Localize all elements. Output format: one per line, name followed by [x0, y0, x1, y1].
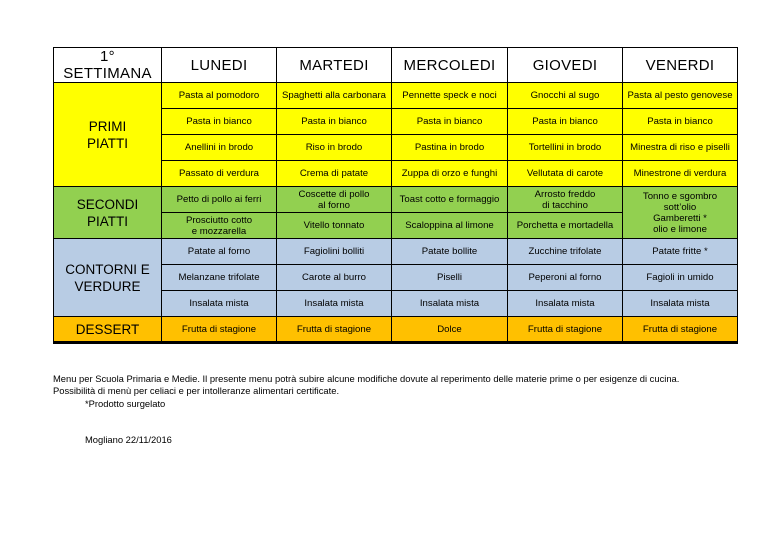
menu-cell: Zuppa di orzo e funghi: [392, 161, 508, 187]
menu-cell: Insalata mista: [277, 291, 392, 317]
menu-cell: Pasta al pomodoro: [162, 83, 277, 109]
note-frozen: *Prodotto surgelato: [85, 397, 166, 409]
menu-cell: Minestrone di verdura: [623, 161, 738, 187]
menu-cell: Fagiolini bolliti: [277, 239, 392, 265]
menu-cell: Insalata mista: [162, 291, 277, 317]
menu-cell: Insalata mista: [508, 291, 623, 317]
menu-cell: Frutta di stagione: [162, 317, 277, 343]
day-wednesday: MERCOLEDI: [392, 48, 508, 83]
header-row: [54, 48, 738, 83]
menu-cell: Peperoni al forno: [508, 265, 623, 291]
menu-cell: Frutta di stagione: [508, 317, 623, 343]
category-contorni: CONTORNI E VERDURE: [54, 239, 162, 317]
menu-cell: Pasta al pesto genovese: [623, 83, 738, 109]
menu-cell: Vellutata di carote: [508, 161, 623, 187]
menu-cell: Passato di verdura: [162, 161, 277, 187]
menu-cell: Spaghetti alla carbonara: [277, 83, 392, 109]
category-dessert: DESSERT: [54, 317, 162, 343]
contorni-row: [54, 239, 738, 265]
menu-cell: Pasta in bianco: [162, 109, 277, 135]
menu-cell: Pennette speck e noci: [392, 83, 508, 109]
week-label: 1° SETTIMANA: [54, 48, 162, 83]
menu-cell: Petto di pollo ai ferri: [162, 187, 277, 213]
menu-cell: Pasta in bianco: [508, 109, 623, 135]
menu-cell: Pasta in bianco: [277, 109, 392, 135]
category-primi: PRIMI PIATTI: [54, 83, 162, 187]
menu-cell: Gnocchi al sugo: [508, 83, 623, 109]
menu-cell: Zucchine trifolate: [508, 239, 623, 265]
menu-cell: Pastina in brodo: [392, 135, 508, 161]
day-tuesday: MARTEDI: [277, 48, 392, 83]
menu-cell: Arrosto freddo di tacchino: [508, 187, 623, 213]
menu-cell: Patate al forno: [162, 239, 277, 265]
menu-cell: Fagioli in umido: [623, 265, 738, 291]
menu-cell: Carote al burro: [277, 265, 392, 291]
day-thursday: GIOVEDI: [508, 48, 623, 83]
menu-cell: Crema di patate: [277, 161, 392, 187]
primi-row: [54, 83, 738, 109]
menu-cell: Anellini in brodo: [162, 135, 277, 161]
dessert-row: [54, 317, 738, 343]
note-school: Menu per Scuola Primaria e Medie. Il presente menu potrà subire alcune modifiche dovute al reperimento delle materie prime o per esigenze di cucina.: [53, 373, 680, 384]
menu-cell: Frutta di stagione: [277, 317, 392, 343]
menu-cell: Porchetta e mortadella: [508, 213, 623, 239]
day-friday: VENERDI: [623, 48, 738, 83]
day-monday: LUNEDI: [162, 48, 277, 83]
category-secondi: SECONDI PIATTI: [54, 187, 162, 239]
menu-cell: Toast cotto e formaggio: [392, 187, 508, 213]
weekly-menu-table: [53, 47, 738, 344]
menu-cell: Pasta in bianco: [623, 109, 738, 135]
note-celiac: Possibilità di menù per celiaci e per intolleranze alimentari certificate.: [53, 385, 340, 397]
menu-cell: Coscette di pollo al forno: [277, 187, 392, 213]
menu-cell: Insalata mista: [623, 291, 738, 317]
note-date: Mogliano 22/11/2016: [85, 434, 172, 446]
menu-notes: [53, 373, 679, 447]
menu-cell: Vitello tonnato: [277, 213, 392, 239]
menu-cell: Piselli: [392, 265, 508, 291]
menu-cell: Minestra di riso e piselli: [623, 135, 738, 161]
menu-cell: Insalata mista: [392, 291, 508, 317]
secondi-row: [54, 187, 738, 213]
menu-cell: Patate bollite: [392, 239, 508, 265]
menu-cell: Melanzane trifolate: [162, 265, 277, 291]
menu-cell: Patate fritte *: [623, 239, 738, 265]
menu-cell: Scaloppina al limone: [392, 213, 508, 239]
menu-cell: Tortellini in brodo: [508, 135, 623, 161]
menu-cell: Tonno e sgombro sott’olio Gamberetti * olio e limone: [623, 187, 738, 239]
menu-cell: Prosciutto cotto e mozzarella: [162, 213, 277, 239]
menu-cell: Pasta in bianco: [392, 109, 508, 135]
menu-cell: Frutta di stagione: [623, 317, 738, 343]
menu-cell: Riso in brodo: [277, 135, 392, 161]
menu-cell: Dolce: [392, 317, 508, 343]
